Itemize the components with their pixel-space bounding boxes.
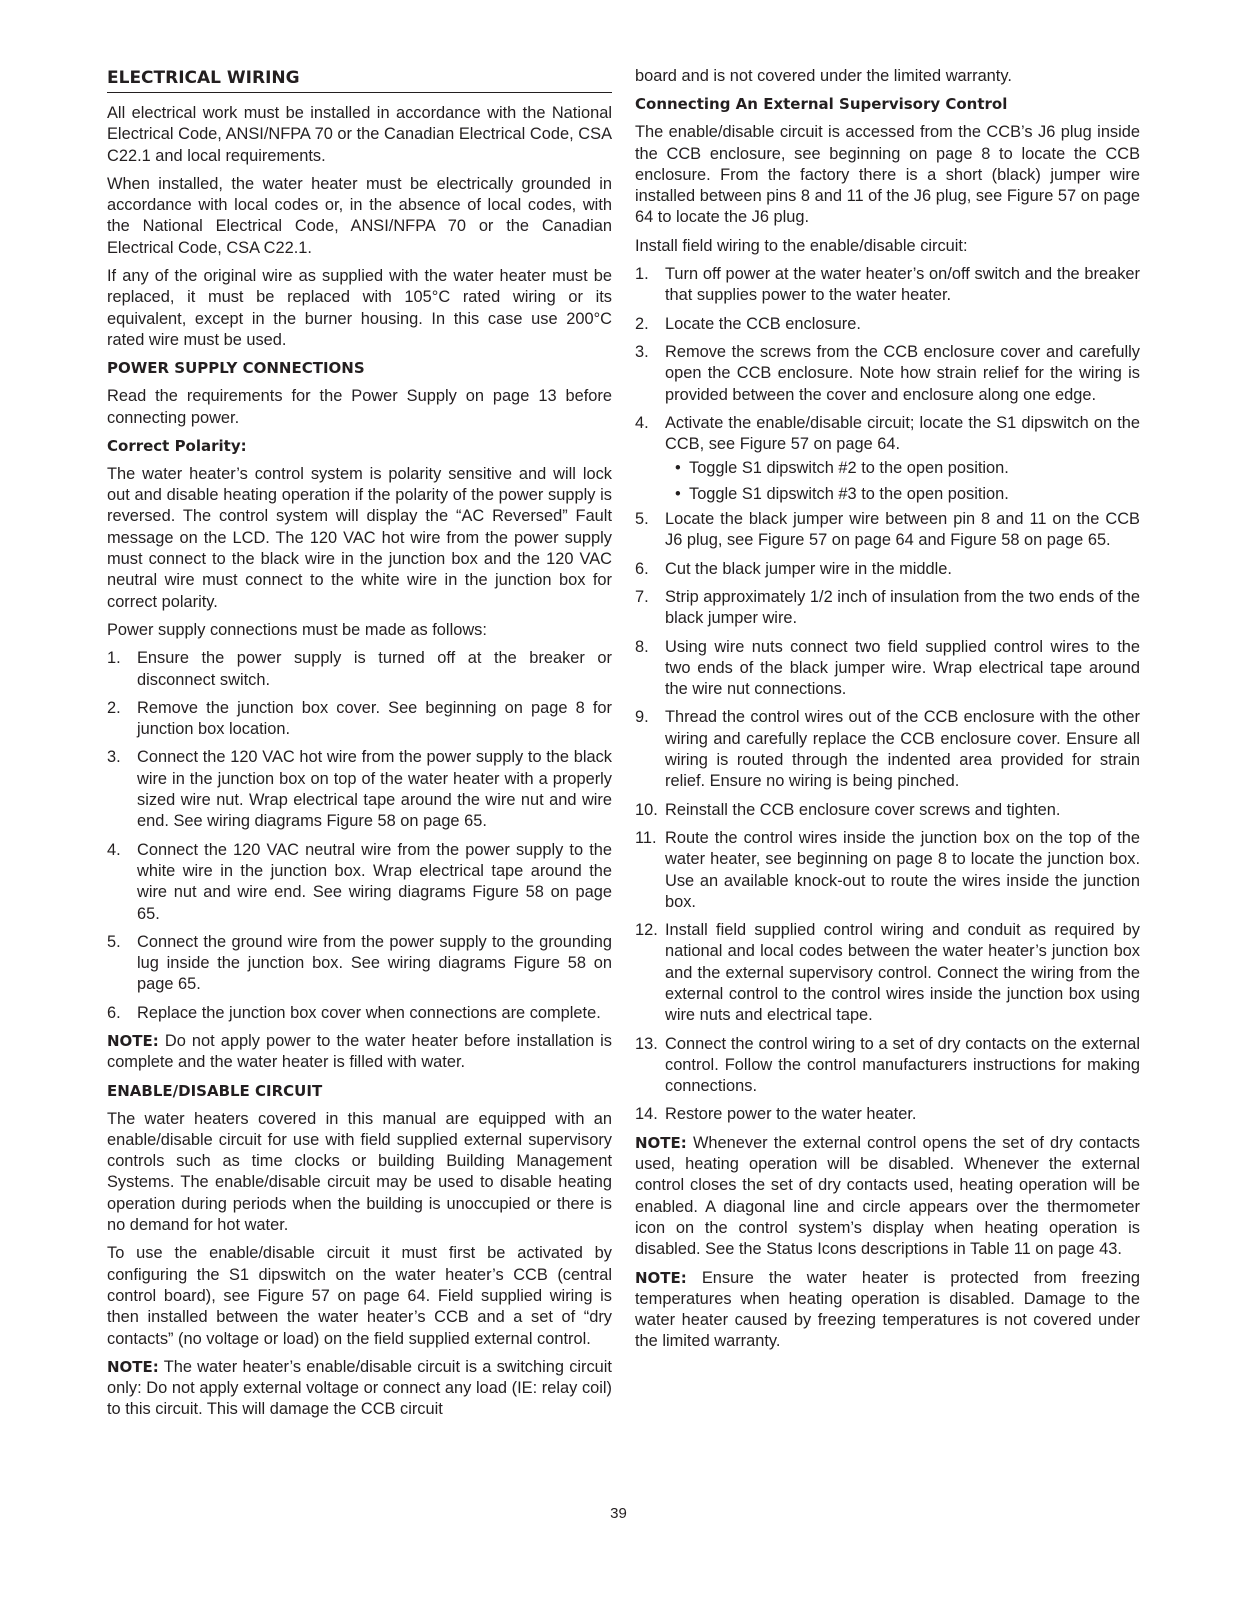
list-item [635, 707, 1140, 792]
step-text: Install field supplied control wiring and conduit as required by national and local codes between the water heater’s junction box and the external supervisory control. Connect the wiring from the external control to the control wires inside the junction box using wire nuts and electrical tape. [665, 921, 1140, 1025]
step-number: 12. [635, 921, 658, 940]
intro-paragraph-1: All electrical work must be installed in accordance with the National Electrical Code, ANSI/NFPA 70 or the Canadian Electrical Code, CSA C22.1 and local requirements. [107, 104, 612, 165]
step-number: 1. [635, 265, 649, 284]
note-text: Do not apply power to the water heater before installation is complete and the water heater is filled with water. [107, 1031, 612, 1072]
note-switching-circuit [107, 1357, 612, 1421]
list-item [107, 648, 612, 691]
list-item [635, 800, 1140, 821]
note-label: NOTE: [107, 1031, 159, 1050]
list-item [107, 747, 612, 832]
step-number: 9. [635, 708, 649, 727]
step-text: Connect the 120 VAC hot wire from the power supply to the black wire in the junction box on top of the water heater with a properly sized wire nut. Wrap electrical tape around the wire nut and wire end. See wiring diagrams Figure 58 on page 65. [137, 748, 612, 831]
step-number: 3. [107, 748, 121, 767]
section-title-electrical-wiring: ELECTRICAL WIRING [107, 66, 612, 93]
dipswitch-bullet-list [635, 458, 1140, 505]
note-freezing [635, 1268, 1140, 1353]
external-control-paragraph-2: Install field wiring to the enable/disable circuit: [635, 236, 968, 255]
list-item [635, 509, 1140, 552]
step-number: 4. [635, 413, 649, 432]
list-item [107, 932, 612, 996]
step-text: Locate the black jumper wire between pin 8 and 11 on the CCB J6 plug, see Figure 57 on page 64 and Figure 58 on page 65. [665, 510, 1140, 550]
step-number: 1. [107, 649, 121, 668]
power-supply-read-paragraph: Read the requirements for the Power Supply on page 13 before connecting power. [107, 387, 612, 427]
step-text: Locate the CCB enclosure. [665, 314, 861, 333]
list-item [635, 637, 1140, 701]
step-text: Cut the black jumper wire in the middle. [665, 559, 952, 578]
note-apply-power [107, 1031, 612, 1074]
polarity-paragraph: The water heater’s control system is polarity sensitive and will lock out and disable heating operation if the polarity of the power supply is reversed. The control system will display the “AC Reversed” Fault message on the LCD. The 120 VAC hot wire from the power supply must connect to the black wire in the junction box and the 120 VAC neutral wire must connect to the white wire in the junction box for correct polarity. [107, 464, 612, 611]
list-item [635, 342, 1140, 406]
field-wiring-steps-list-b [635, 509, 1140, 1126]
step-text: Reinstall the CCB enclosure cover screws and tighten. [665, 800, 1061, 819]
bullet-text: Toggle S1 dipswitch #3 to the open position. [689, 484, 1009, 503]
list-item [635, 413, 1140, 456]
note-label: NOTE: [635, 1133, 687, 1152]
list-item [635, 1104, 1140, 1125]
step-text: Connect the control wiring to a set of dry contacts on the external control. Follow the control manufacturers instructions for making connections. [665, 1034, 1140, 1096]
step-number: 10. [635, 800, 658, 819]
step-number: 8. [635, 637, 649, 656]
step-text: Connect the 120 VAC neutral wire from the power supply to the white wire in the junction box. Wrap electrical tape around the wire nut and wire end. See wiring diagrams Figure 58 on page 65. [137, 840, 612, 923]
heading-power-supply-connections: POWER SUPPLY CONNECTIONS [107, 359, 365, 378]
list-item [107, 698, 612, 741]
list-item [107, 840, 612, 925]
step-number: 2. [107, 698, 121, 717]
heading-correct-polarity: Correct Polarity: [107, 436, 247, 455]
left-column [107, 66, 612, 1428]
heading-enable-disable-circuit: ENABLE/DISABLE CIRCUIT [107, 1081, 323, 1100]
step-text: Remove the junction box cover. See beginning on page 8 for junction box location. [137, 698, 612, 739]
note-text: The water heater’s enable/disable circuit is a switching circuit only: Do not apply external voltage or connect any load (IE: relay coil) to this circuit. This will damage the CCB circuit [107, 1357, 612, 1419]
step-number: 14. [635, 1105, 658, 1124]
list-item [635, 458, 1140, 479]
bullet-text: Toggle S1 dipswitch #2 to the open position. [689, 459, 1009, 478]
step-text: Connect the ground wire from the power supply to the grounding lug inside the junction box. See wiring diagrams Figure 58 on page 65. [137, 932, 612, 994]
bullet-icon: • [675, 459, 681, 478]
list-item [635, 587, 1140, 630]
step-number: 3. [635, 342, 649, 361]
list-item [635, 484, 1140, 505]
list-item [635, 314, 1140, 335]
note-text: Ensure the water heater is protected from freezing temperatures when heating operation is disabled. Damage to the water heater caused by freezing temperatures is not covered under the limited warranty. [635, 1268, 1140, 1351]
list-item [635, 264, 1140, 307]
step-number: 6. [635, 559, 649, 578]
bullet-icon: • [675, 484, 681, 503]
step-number: 13. [635, 1034, 658, 1053]
step-text: Restore power to the water heater. [665, 1105, 917, 1124]
step-text: Activate the enable/disable circuit; locate the S1 dipswitch on the CCB, see Figure 57 on page 64. [665, 413, 1140, 454]
step-number: 5. [635, 510, 649, 529]
step-number: 5. [107, 932, 121, 951]
enable-paragraph-1: The water heaters covered in this manual are equipped with an enable/disable circuit for use with field supplied external supervisory controls such as time clocks or building Building Management Systems. The enable/disable circuit may be used to disable heating operation during periods when the building is unoccupied or there is no demand for hot water. [107, 1109, 612, 1235]
step-text: Remove the screws from the CCB enclosure cover and carefully open the CCB enclosure. Note how strain relief for the wiring is provided between the cover and enclosure along one edge. [665, 342, 1140, 404]
step-text: Ensure the power supply is turned off at the breaker or disconnect switch. [137, 649, 612, 689]
step-text: Using wire nuts connect two field supplied control wires to the two ends of the black jumper wire. Wrap electrical tape around the wire nut connections. [665, 637, 1140, 699]
list-item [635, 828, 1140, 913]
step-text: Route the control wires inside the junction box on the top of the water heater, see beginning on page 8 to locate the junction box. Use an available knock-out to route the wires inside the junction box. [665, 828, 1140, 911]
page-number: 39 [610, 1505, 627, 1522]
step-text: Turn off power at the water heater’s on/off switch and the breaker that supplies power to the water heater. [665, 265, 1140, 305]
note-text: Whenever the external control opens the set of dry contacts used, heating operation will be disabled. Whenever the external control closes the set of dry contacts used, heating operation will be enabled. A diagonal line and circle appears over the thermometer icon on the control system’s display when heating operation is disabled. See the Status Icons descriptions in Table 11 on page 43. [635, 1133, 1140, 1259]
step-number: 2. [635, 314, 649, 333]
intro-paragraph-2: When installed, the water heater must be electrically grounded in accordance with local codes or, in the absence of local codes, with the National Electrical Code, ANSI/NFPA 70 or the Canadian Electrical Code, CSA C22.1. [107, 174, 612, 257]
power-supply-steps-list [107, 648, 612, 1024]
step-number: 11. [635, 828, 657, 847]
list-item [635, 559, 1140, 580]
step-number: 7. [635, 587, 649, 606]
list-item [107, 1003, 612, 1024]
external-control-paragraph-1: The enable/disable circuit is accessed from the CCB’s J6 plug inside the CCB enclosure, see beginning on page 8 to locate the CCB enclosure. From the factory there is a short (black) jumper wire installed between pins 8 and 11 of the J6 plug, see Figure 57 on page 64 to locate the J6 plug. [635, 123, 1140, 227]
enable-paragraph-2: To use the enable/disable circuit it must first be activated by configuring the S1 dipswitch on the water heater’s CCB (central control board), see Figure 57 on page 64. Field supplied wiring is then installed between the water heater’s CCB and a set of “dry contacts” (no voltage or load) on the field supplied external control. [107, 1244, 612, 1348]
note-label: NOTE: [107, 1357, 159, 1376]
step-text: Replace the junction box cover when connections are complete. [137, 1003, 601, 1022]
step-text: Thread the control wires out of the CCB enclosure with the other wiring and carefully replace the CCB enclosure cover. Ensure all wiring is routed through the indented area provided for strain relief. Ensure no wiring is being pinched. [665, 708, 1140, 791]
list-item [635, 1034, 1140, 1098]
note-label: NOTE: [635, 1268, 687, 1287]
list-item [635, 920, 1140, 1026]
heading-external-supervisory-control: Connecting An External Supervisory Control [635, 95, 1008, 114]
steps-intro-paragraph: Power supply connections must be made as follows: [107, 620, 487, 639]
step-number: 6. [107, 1003, 121, 1022]
right-column [635, 66, 1140, 1360]
step-number: 4. [107, 840, 121, 859]
intro-paragraph-3: If any of the original wire as supplied with the water heater must be replaced, it must be replaced with 105°C rated wiring or its equivalent, except in the burner housing. In this case use 200°C rated wire must be used. [107, 267, 612, 349]
note-external-control [635, 1133, 1140, 1261]
field-wiring-steps-list-a [635, 264, 1140, 455]
continued-paragraph: board and is not covered under the limited warranty. [635, 67, 1012, 85]
step-text: Strip approximately 1/2 inch of insulation from the two ends of the black jumper wire. [665, 587, 1140, 628]
